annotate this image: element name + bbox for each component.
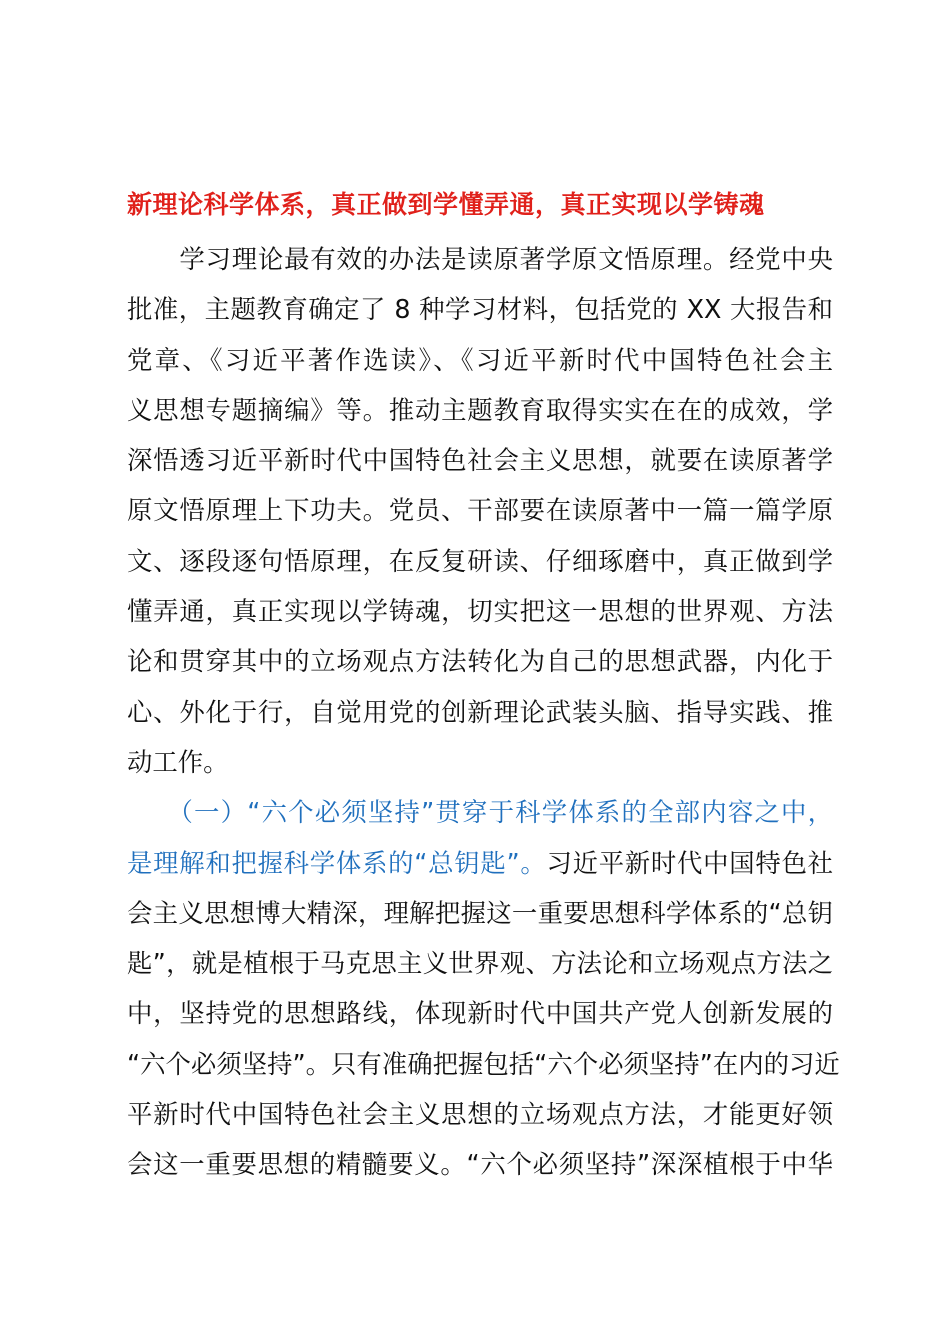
paragraph-line: 原文悟原理上下功夫。党员、干部要在读原著中一篇一篇学原 [127,495,833,526]
paragraph-reading-originals [127,234,833,787]
paragraph-line: 深悟透习近平新时代中国特色社会主义思想，就要在读原著学 [127,445,833,476]
paragraph-line: 论和贯穿其中的立场观点方法转化为自己的思想武器，内化于 [127,646,833,677]
paragraph-line: 心、外化于行，自觉用党的创新理论武装头脑、指导实践、推 [127,696,833,727]
paragraph-line: 懂弄通，真正实现以学铸魂，切实把这一思想的世界观、方法 [127,596,833,627]
paragraph-line: 平新时代中国特色社会主义思想的立场观点方法，才能更好领 [127,1099,833,1130]
paragraph-line: 文、逐段逐句悟原理，在反复研读、仔细琢磨中，真正做到学 [127,545,833,576]
paragraph-six-musts [127,787,840,1189]
paragraph-text: 习近平新时代中国特色社 [546,847,833,878]
paragraph-line: 会这一重要思想的精髓要义。“六个必须坚持”深深植根于中华 [127,1149,833,1180]
subheading-line: （一）“六个必须坚持”贯穿于科学体系的全部内容之中， [127,797,833,828]
paragraph-line: 动工作。 [127,746,229,777]
paragraph-line: 批准，主题教育确定了 8 种学习材料，包括党的 XX 大报告和 [127,294,833,325]
document-page [127,185,840,1190]
paragraph-line: 义思想专题摘编》等。推动主题教育取得实实在在的成效，学 [127,394,833,425]
paragraph-line: 党章、《习近平著作选读》、《习近平新时代中国特色社会主 [127,344,833,375]
paragraph-line: 学习理论最有效的办法是读原著学原文悟原理。经党中央 [127,244,833,274]
paragraph-line: 匙”，就是植根于马克思主义世界观、方法论和立场观点方法之 [127,948,833,979]
paragraph-line: 会主义思想博大精深，理解把握这一重要思想科学体系的“总钥 [127,897,833,928]
paragraph-line [127,838,833,888]
subheading-line: 是理解和把握科学体系的“总钥匙”。 [127,847,547,878]
section-heading: 新理论科学体系，真正做到学懂弄通，真正实现以学铸魂 [127,190,765,219]
paragraph-line: 中，坚持党的思想路线，体现新时代中国共产党人创新发展的 [127,998,833,1029]
paragraph-line: “六个必须坚持”。只有准确把握包括“六个必须坚持”在内的习近 [127,1048,840,1079]
